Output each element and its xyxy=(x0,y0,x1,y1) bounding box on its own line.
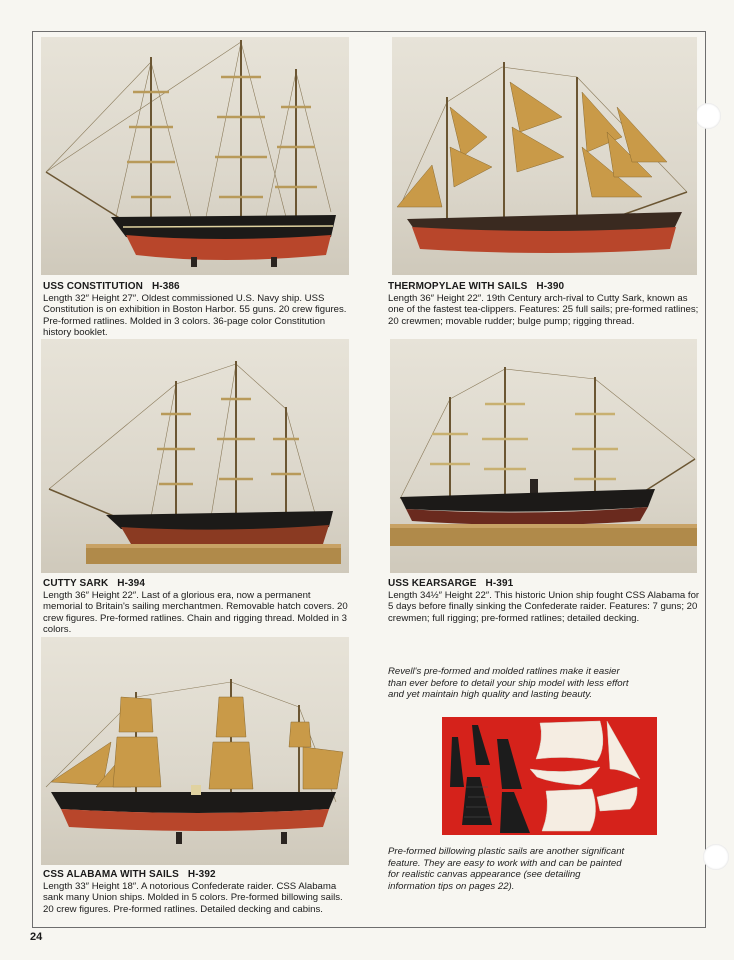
caption-uss-constitution xyxy=(43,281,353,339)
model-description: Length 36″ Height 22″. Last of a glorious era, now a permanent memorial to Britain's sailing merchantmen. Removable hatch covers. 20 crew figures. Pre-formed ratlines. Chain and rigging thread. Molded in 3 colors. xyxy=(43,589,348,636)
model-name: USS KEARSARGE xyxy=(388,578,477,589)
model-title xyxy=(388,281,704,293)
model-name: CSS ALABAMA WITH SAILS xyxy=(43,869,179,880)
caption-cutty-sark xyxy=(43,578,349,636)
caption-uss-kearsarge xyxy=(388,578,704,624)
photo-thermopylae xyxy=(392,37,697,275)
punch-hole-top xyxy=(695,103,721,129)
model-title xyxy=(388,578,704,590)
model-name: USS CONSTITUTION xyxy=(43,281,143,292)
model-title xyxy=(43,869,343,881)
model-description: Length 36″ Height 22″. 19th Century arch-rival to Cutty Sark, known as one of the fastest tea-clippers. Features: 25 full sails; pre-formed ratlines; 20 crewmen; movable rudder; bulge pump; rigging thread. xyxy=(388,292,699,327)
model-code: H-386 xyxy=(151,281,180,292)
model-name: CUTTY SARK xyxy=(43,578,109,589)
model-code: H-390 xyxy=(536,281,565,292)
model-title xyxy=(43,281,353,293)
caption-css-alabama xyxy=(43,869,343,915)
photo-css-alabama xyxy=(41,637,349,865)
punch-hole-bottom xyxy=(703,844,729,870)
caption-thermopylae xyxy=(388,281,704,327)
photo-uss-kearsarge xyxy=(390,339,697,573)
photo-sails-ratlines xyxy=(442,717,657,835)
note-ratlines: Revell's pre-formed and molded ratlines make it easier than ever before to detail your ship model with less effort and yet maintain high quality and lasting beauty. xyxy=(388,666,629,701)
model-code: H-392 xyxy=(187,869,216,880)
model-description: Length 34½″ Height 22″. This historic Union ship fought CSS Alabama for 5 days before finally sinking the Confederate raider. Features: 7 guns; 20 crewmen; full rigging; pre-formed ratlines; detailed decking. xyxy=(388,589,700,624)
photo-uss-constitution xyxy=(41,37,349,275)
model-name: THERMOPYLAE WITH SAILS xyxy=(388,281,528,292)
photo-cutty-sark xyxy=(41,339,349,573)
note-sails: Pre-formed billowing plastic sails are another significant feature. They are easy to work with and can be painted for realistic canvas appearance (see detailing information tips on pages 22). xyxy=(388,846,625,892)
page-number: 24 xyxy=(30,931,43,943)
model-title xyxy=(43,578,349,590)
model-code: H-394 xyxy=(117,578,146,589)
model-description: Length 32″ Height 27″. Oldest commissioned U.S. Navy ship. USS Constitution is on exhibition in Boston Harbor. 55 guns. 20 crew figures. Pre-formed ratlines. Molded in 3 colors. 36-page color Constitution history booklet. xyxy=(43,292,347,339)
model-code: H-391 xyxy=(485,578,514,589)
model-description: Length 33″ Height 18″. A notorious Confederate raider. CSS Alabama sank many Union ships. Molded in 5 colors. Pre-formed billowing sails. 20 crew figures. Pre-formed ratlines. Detailed decking and cabins. xyxy=(43,880,343,915)
